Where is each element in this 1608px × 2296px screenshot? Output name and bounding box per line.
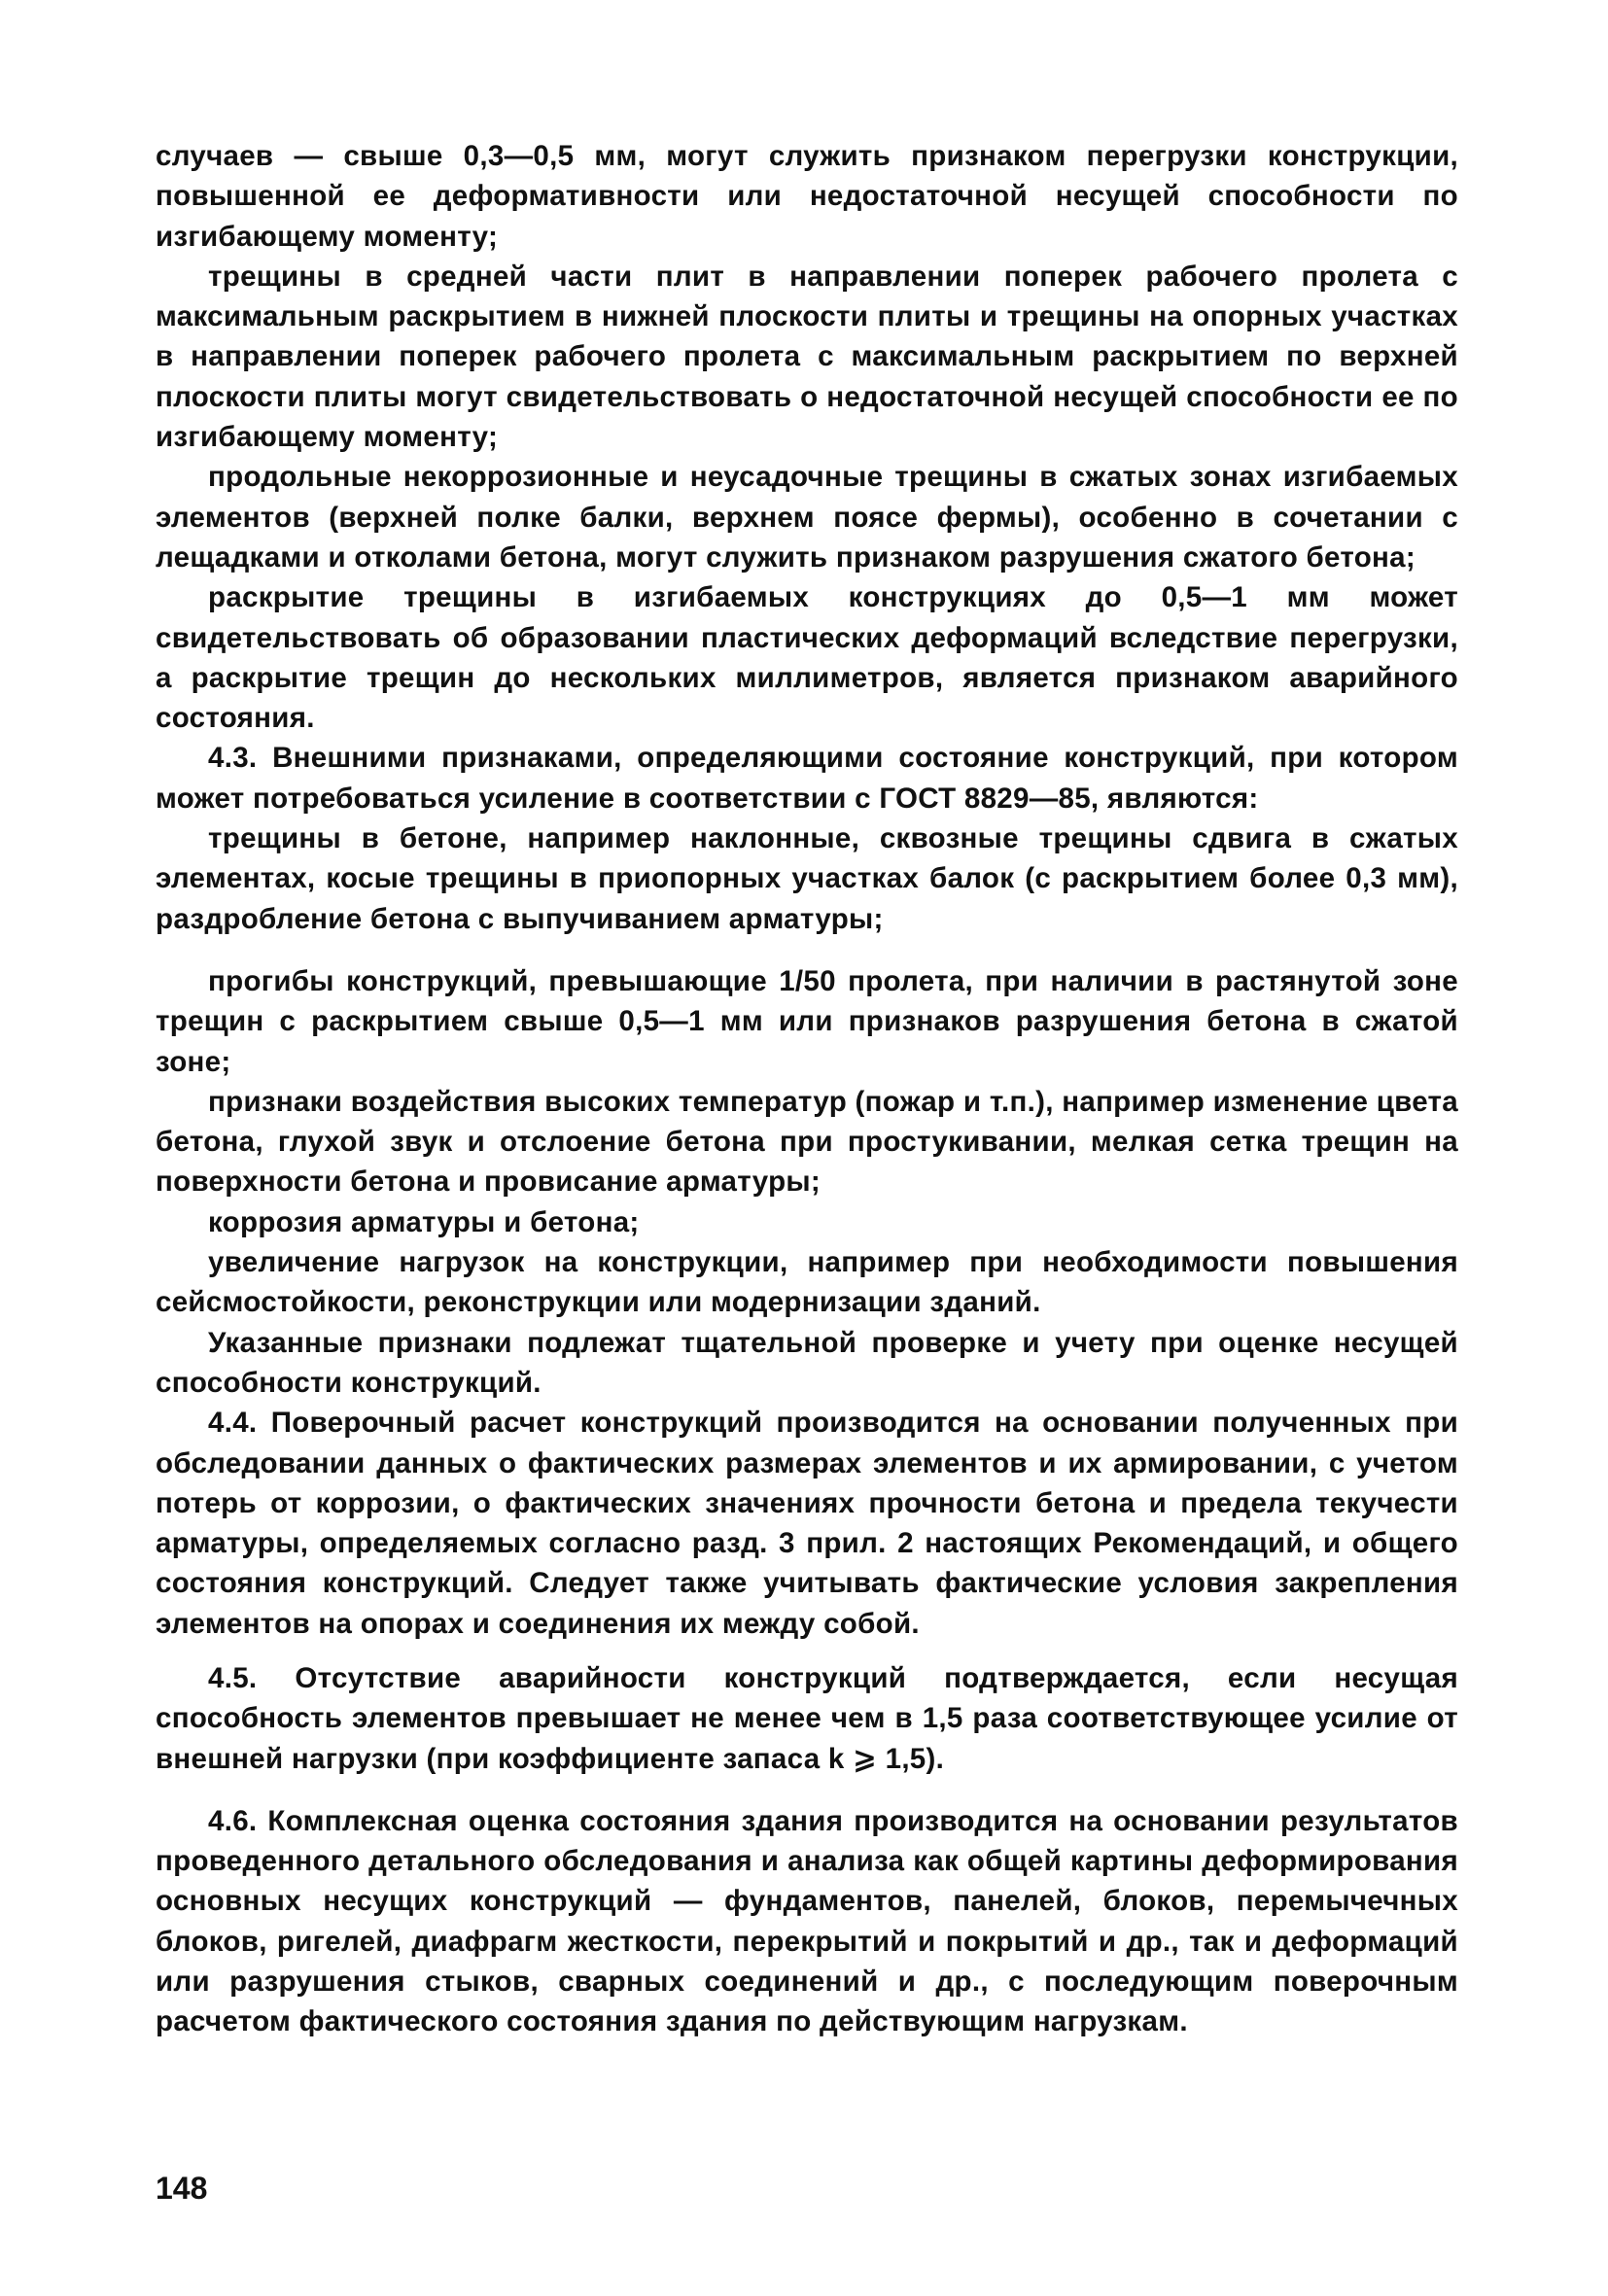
section-text: Внешними признаками, определяющими состояние конструкций, при котором может потребоваться усиление в соответствии с ГОСТ 8829—85, являются: [156, 742, 1458, 815]
paragraph-11: Указанные признаки подлежат тщательной проверке и учету при оценке несущей способности конструкций. [156, 1326, 1458, 1399]
section-number: 4.3. [208, 742, 258, 775]
section-text: Отсутствие аварийности конструкций подтверждается, если несущая способность элементов превышает не менее чем в 1,5 раза соответствующее усилие от внешней нагрузки (при коэффициенте запаса k ⩾ 1,5). [156, 1661, 1458, 1775]
section-4-6 [156, 1801, 1458, 2042]
section-4-4 [156, 1403, 1458, 1644]
paragraph-10: увеличение нагрузок на конструкции, например при необходимости повышения сейсмостойкости, реконструкции или модернизации зданий. [156, 1246, 1458, 1319]
page-number: 148 [156, 2171, 208, 2206]
section-4-3 [156, 738, 1458, 818]
paragraph-1: случаев — свыше 0,3—0,5 мм, могут служить признаком перегрузки конструкции, повышенной ее деформативности или недостаточной несущей способности по изгибающему моменту; [156, 140, 1458, 253]
section-number: 4.5. [208, 1661, 258, 1694]
section-4-5 [156, 1658, 1458, 1779]
section-number: 4.6. [208, 1804, 258, 1837]
document-body [156, 136, 1458, 2042]
paragraph-3: продольные некоррозионные и неусадочные трещины в сжатых зонах изгибаемых элементов (верхней полке балки, верхнем поясе фермы), особенно в сочетании с лещадками и отколами бетона, могут служить признаком разрушения сжатого бетона; [156, 461, 1458, 574]
paragraph-8: признаки воздействия высоких температур (пожар и т.п.), например изменение цвета бетона, глухой звук и отслоение бетона при простукивании, мелкая сетка трещин на поверхности бетона и провисание арматуры; [156, 1085, 1458, 1199]
section-text: Поверочный расчет конструкций производится на основании полученных при обследовании данных о фактических размерах элементов и их армировании, с учетом потерь от коррозии, о фактических значениях прочности бетона и предела текучести арматуры, определяемых согласно разд. 3 прил. 2 настоящих Рекомендаций, и общего состояния конструкций. Следует также учитывать фактические условия закрепления элементов на опорах и соединения их между собой. [156, 1407, 1459, 1640]
paragraph-6: трещины в бетоне, например наклонные, сквозные трещины сдвига в сжатых элементах, косые трещины в приопорных участках балок (с раскрытием более 0,3 мм), раздробление бетона с выпучиванием арматуры; [156, 822, 1458, 935]
section-number: 4.4. [208, 1407, 258, 1440]
paragraph-4: раскрытие трещины в изгибаемых конструкциях до 0,5—1 мм может свидетельствовать об образовании пластических деформаций вследствие перегрузки, а раскрытие трещин до нескольких миллиметров, является признаком аварийного состояния. [156, 581, 1458, 735]
paragraph-7: прогибы конструкций, превышающие 1/50 пролета, при наличии в растянутой зоне трещин с раскрытием свыше 0,5—1 мм или признаков разрушения бетона в сжатой зоне; [156, 964, 1458, 1078]
section-text: Комплексная оценка состояния здания производится на основании результатов проведенного детального обследования и анализа как общей картины деформирования основных несущих конструкций — фундаментов, панелей, блоков, перемычечных блоков, ригелей, диафрагм жесткости, перекрытий и покрытий и др., так и деформаций или разрушения стыков, сварных соединений и др., с последующим поверочным расчетом фактического состояния здания по действующим нагрузкам. [156, 1804, 1458, 2038]
paragraph-2: трещины в средней части плит в направлении поперек рабочего пролета с максимальным раскрытием в нижней плоскости плиты и трещины на опорных участках в направлении поперек рабочего пролета с максимальным раскрытием по верхней плоскости плиты могут свидетельствовать о недостаточной несущей способности ее по изгибающему моменту; [156, 260, 1458, 454]
paragraph-9: коррозия арматуры и бетона; [208, 1205, 640, 1238]
